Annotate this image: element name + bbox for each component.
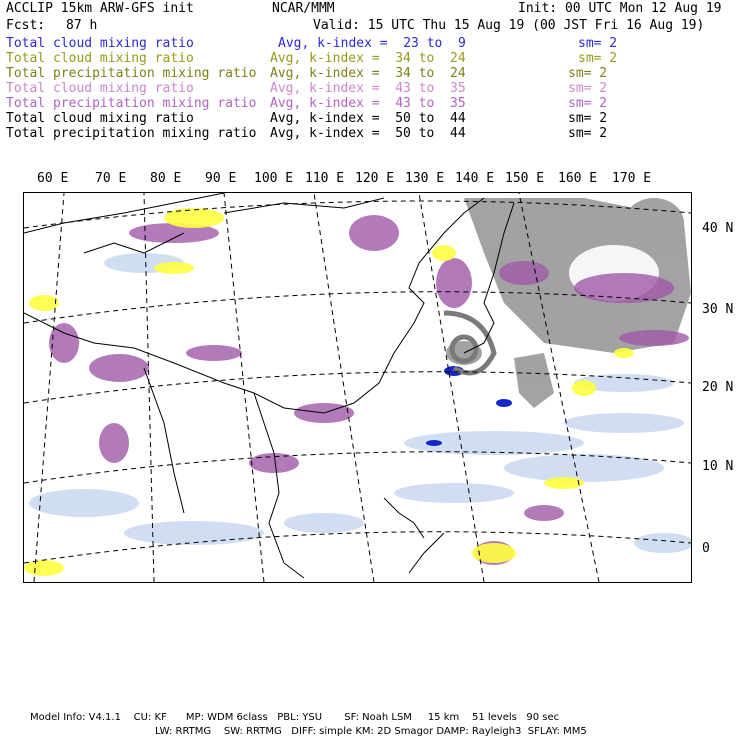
lon-label: 110 E	[305, 171, 345, 186]
legend-field: Total precipitation mixing ratio	[6, 66, 257, 81]
legend-range: Avg, k-index = 43 to 35	[270, 81, 466, 96]
legend-field: Total cloud mixing ratio	[6, 36, 194, 51]
lat-label: 40 N	[702, 221, 734, 236]
legend-range: Avg, k-index = 50 to 44	[270, 111, 466, 126]
legend-sm: sm= 2	[578, 36, 618, 51]
lon-label: 60 E	[37, 171, 69, 186]
model-info-line1: Model Info: V4.1.1 CU: KF MP: WDM 6class PBL: YSU SF: Noah LSM 15 km 51 levels 90 sec	[30, 712, 560, 723]
lon-label: 140 E	[455, 171, 495, 186]
lon-label: 80 E	[150, 171, 182, 186]
lon-label: 100 E	[254, 171, 294, 186]
legend-range: Avg, k-index = 23 to 9	[278, 36, 466, 51]
legend-sm: sm= 2	[578, 51, 618, 66]
legend-range: Avg, k-index = 50 to 44	[270, 126, 466, 141]
lon-label: 130 E	[405, 171, 445, 186]
lon-label: 120 E	[355, 171, 395, 186]
lon-label: 90 E	[205, 171, 237, 186]
legend-range: Avg, k-index = 34 to 24	[270, 66, 466, 81]
lon-label: 70 E	[95, 171, 127, 186]
lon-label: 170 E	[612, 171, 652, 186]
lon-label: 160 E	[558, 171, 598, 186]
init-time: Init: 00 UTC Mon 12 Aug 19	[518, 1, 722, 16]
legend-sm: sm= 2	[568, 126, 608, 141]
legend-sm: sm= 2	[568, 66, 608, 81]
legend-sm: sm= 2	[568, 96, 608, 111]
legend-field: Total cloud mixing ratio	[6, 111, 194, 126]
legend-field: Total cloud mixing ratio	[6, 81, 194, 96]
lat-label: 0	[702, 541, 710, 556]
fcst-value: 87 h	[66, 18, 98, 33]
lat-label: 30 N	[702, 302, 734, 317]
map-canvas	[24, 193, 691, 582]
legend-sm: sm= 2	[568, 111, 608, 126]
lon-label: 150 E	[505, 171, 545, 186]
legend-sm: sm= 2	[568, 81, 608, 96]
legend-range: Avg, k-index = 34 to 24	[270, 51, 466, 66]
legend-field: Total precipitation mixing ratio	[6, 126, 257, 141]
legend-field: Total cloud mixing ratio	[6, 51, 194, 66]
legend-field: Total precipitation mixing ratio	[6, 96, 257, 111]
org-label: NCAR/MMM	[272, 1, 335, 16]
valid-time: Valid: 15 UTC Thu 15 Aug 19 (00 JST Fri 16 Aug 19)	[313, 18, 705, 33]
run-title: ACCLIP 15km ARW-GFS init	[6, 1, 194, 16]
lat-label: 20 N	[702, 380, 734, 395]
legend-range: Avg, k-index = 43 to 35	[270, 96, 466, 111]
fcst-label: Fcst:	[6, 18, 46, 33]
model-info-line2: LW: RRTMG SW: RRTMG DIFF: simple KM: 2D Smagor DAMP: Rayleigh3 SFLAY: MM5	[155, 726, 587, 737]
map-panel	[23, 192, 692, 583]
lat-label: 10 N	[702, 459, 734, 474]
